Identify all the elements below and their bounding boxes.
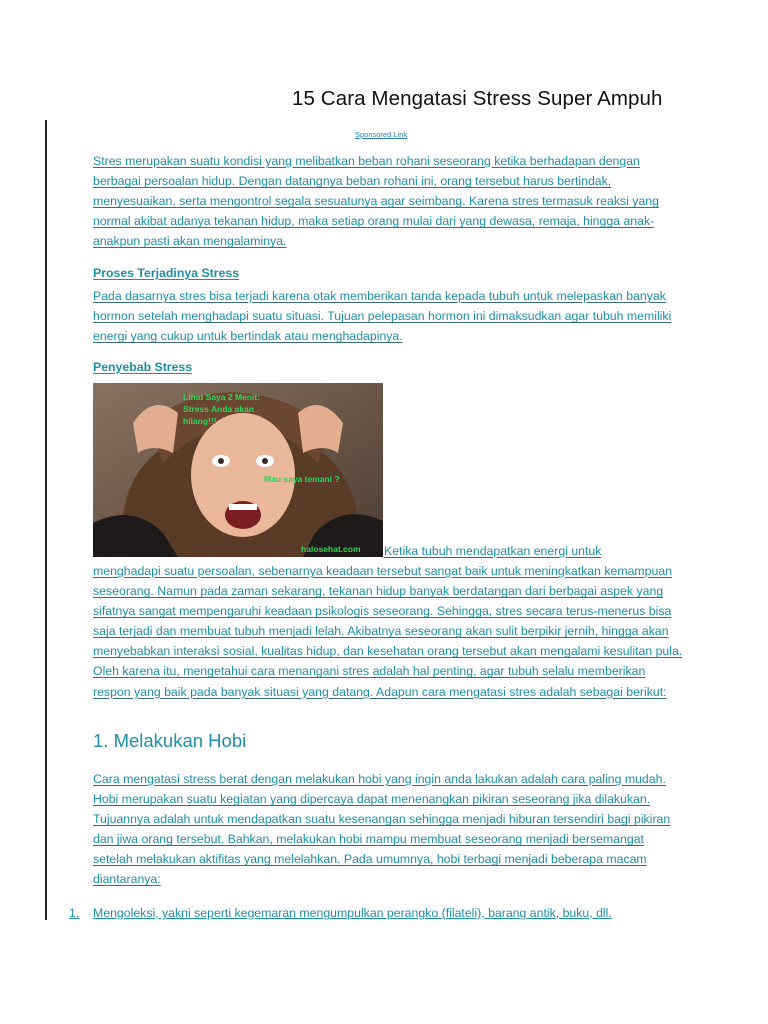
intro-paragraph[interactable]: Stres merupakan suatu kondisi yang melibatkan beban rohani seseorang ketika berhadapan dengan berbagai persoalan hidup. Dengan datangnya beban rohani ini, orang tersebut harus bertindak, menyesuaikan, serta mengontrol segala sesuatunya agar seimbang. Karena stres termasuk reaksi yang normal akibat adanya tekanan hidup, maka setiap orang mulai dari yang dewasa, remaja, hingga anak-anakpun pasti akan mengalaminya. (93, 154, 659, 249)
penyebab-heading[interactable]: Penyebab Stress (93, 360, 193, 374)
list-item-text[interactable]: Mengoleksi, yakni seperti kegemaran mengumpulkan perangko (filateli), barang antik, buku, dll. (93, 906, 612, 920)
penyebab-paragraph[interactable]: menghadapi suatu persoalan, sebenarnya keadaan tersebut sangat baik untuk meningkatkan kemampuan seseorang. Namun pada zaman sekarang, tekanan hidup banyak berdatangan dari berbagai aspek yang sifatnya sangat mempengaruhi keadaan psikologis seseorang. Sehingga, stres secara terus-menerus bisa saja terjadi dan membuat tubuh menjadi lelah. Akibatnya seseorang akan sulit berpikir jernih, hingga akan menyebabkan interaksi sosial, kualitas hidup, dan kesehatan orang tersebut akan mengalami kesulitan pula. Oleh karena itu, mengetahui cara menangani stres adalah hal penting, agar tubuh selalu memberikan respon yang baik pada banyak situasi yang datang. Adapun cara mengatasi stres adalah sebagai berikut: (93, 564, 683, 699)
left-margin-rule (45, 120, 47, 920)
image-caption: halosehat.com (301, 544, 361, 554)
list-item-number: 1. (69, 906, 80, 920)
penyebab-first-line[interactable]: Ketika tubuh mendapatkan energi untuk (384, 544, 602, 558)
image-overlay-text-1: Lihat Saya 2 Menit: (183, 392, 260, 402)
image-overlay-text-3: hilang!!! (183, 416, 217, 426)
proses-heading[interactable]: Proses Terjadinya Stress (93, 266, 240, 280)
section-1-heading: 1. Melakukan Hobi (93, 730, 247, 751)
image-overlay-text-4: Mau saya temani ? (264, 474, 340, 484)
image-overlay-text-2: Stress Anda akan (183, 404, 255, 414)
page-title: 15 Cara Mengatasi Stress Super Ampuh (292, 87, 663, 110)
sponsored-link[interactable]: Sponsored Link (355, 130, 408, 139)
proses-paragraph[interactable]: Pada dasarnya stres bisa terjadi karena otak memberikan tanda kepada tubuh untuk melepaskan banyak hormon setelah menghadapi suatu situasi. Tujuan pelepasan hormon ini dimaksudkan agar tubuh memiliki energi yang cukup untuk bertindak atau menghadapinya. (93, 289, 672, 344)
section-1-paragraph[interactable]: Cara mengatasi stress berat dengan melakukan hobi yang ingin anda lakukan adalah cara paling mudah. Hobi merupakan suatu kegiatan yang dipercaya dapat menenangkan pikiran seseorang jika dilakukan. Tujuannya adalah untuk mendapatkan suatu kesenangan sehingga menjadi hiburan tersendiri bagi pikiran dan jiwa orang tersebut. Bahkan, melakukan hobi mampu membuat seseorang menjadi bersemangat setelah melakukan aktifitas yang melelahkan. Pada umumnya, hobi terbagi menjadi beberapa macam diantaranya: (93, 772, 671, 887)
stressed-woman-image[interactable] (93, 383, 383, 557)
